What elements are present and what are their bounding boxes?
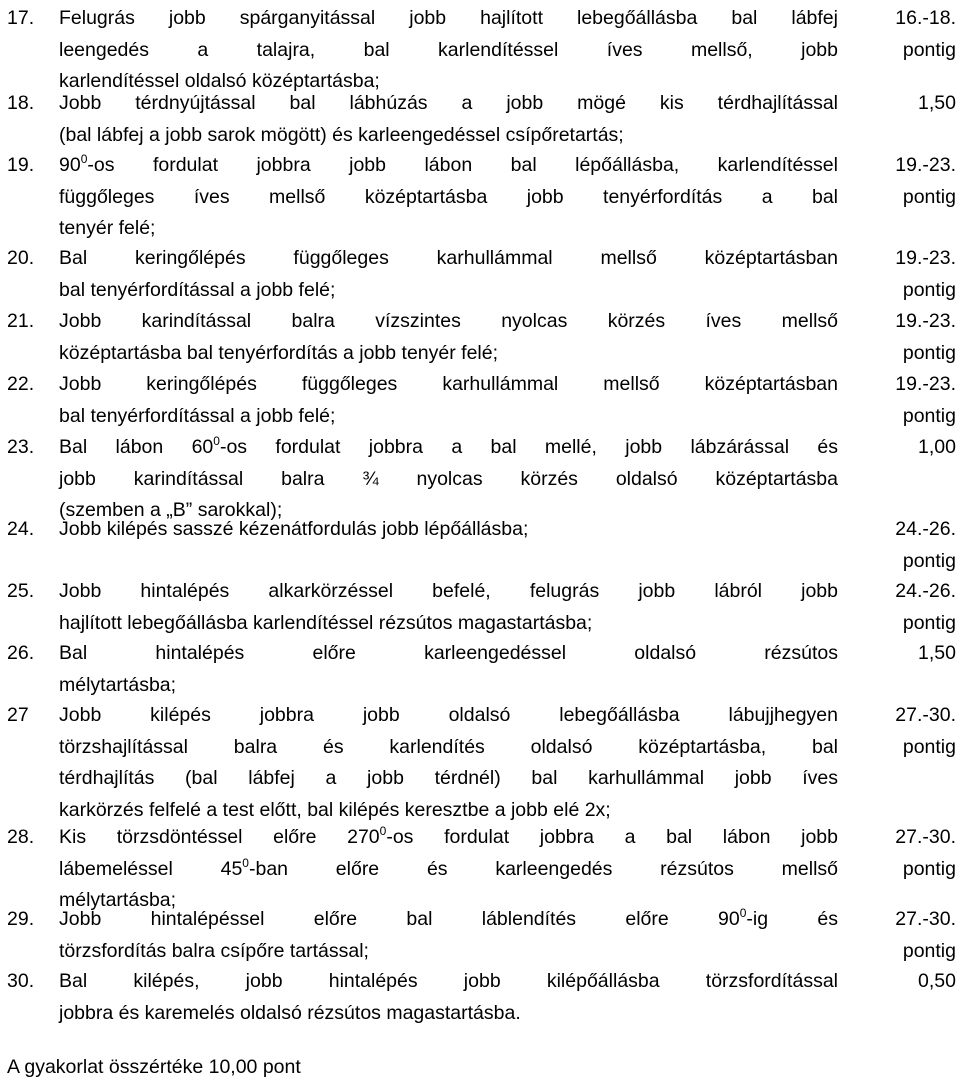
item-text-line: lábemeléssel $45^0$-ban előre és karleengedés rézsútos mellső [59,855,839,880]
points-value: pontig [902,185,956,208]
item-number: 27 [7,704,29,726]
item-description [59,432,838,527]
item-number: 17. [7,7,35,29]
item-points [858,822,956,885]
item-points [858,576,956,639]
item-description [59,822,838,917]
total-score-line: A gyakorlat összértéke 10,00 pont [7,1056,301,1078]
points-value: 16.-18. [895,7,956,29]
item-text-line: leengedés a talajra, bal karlendítéssel íves mellső, jobb [59,38,838,61]
item-text-line: középtartásba bal tenyérfordítás a jobb tenyér felé; [59,341,499,364]
item-points [858,966,956,998]
points-value: 24.-26. [895,580,956,602]
item-description [59,3,838,98]
item-number: 18. [7,92,35,114]
item-points [858,432,956,464]
points-value: pontig [902,278,956,301]
item-text-line: függőleges íves mellső középtartásba jobb tenyérfordítás a bal [59,185,838,208]
item-text-line: törzshajlítással balra és karlendítés oldalsó középtartásba, bal [59,735,838,758]
item-description [59,576,838,639]
item-text-line: jobbra és karemelés oldalsó rézsútos magastartásba. [59,1001,521,1024]
points-value: pontig [902,38,956,61]
points-value: 19.-23. [895,310,956,332]
item-text-line: Kis törzsdöntéssel előre $270^0-os$ fordulat jobbra a bal lábon jobb [59,824,838,848]
item-points [858,700,956,763]
item-text-line: $90^0-os$ fordulat jobbra jobb lábon bal lépőállásba, karlendítéssel [59,152,838,176]
points-value: 0,50 [918,970,956,992]
item-description [59,904,838,967]
item-number: 26. [7,642,35,664]
item-text-line: Bal lábon $60^0-os$ fordulat jobbra a bal mellé, jobb lábzárással és [59,434,839,458]
points-value: pontig [902,857,956,880]
item-points [858,514,956,577]
item-number: 29. [7,908,35,930]
item-description [59,88,838,151]
item-text-line: Felugrás jobb spárganyitással jobb hajlított lebegőállásba bal lábfej [59,7,838,29]
item-number: 30. [7,970,35,992]
item-text-line: Bal kilépés, jobb hintalépés jobb kilépőállásba törzsfordítással [59,970,838,992]
item-points [858,3,956,66]
points-value: 1,00 [918,436,956,458]
item-text-line: mélytartásba; [59,673,177,696]
item-text-line: hajlított lebegőállásba karlendítéssel rézsútos magastartásba; [59,611,593,634]
item-text-line: Jobb keringőlépés függőleges karhullámmal mellső középtartásban [59,373,838,395]
item-description [59,150,838,245]
item-text-line: Bal hintalépés előre karleengedéssel oldalsó rézsútos [59,642,838,664]
item-text-line: Jobb hintalépés alkarkörzéssel befelé, felugrás jobb lábról jobb [59,580,838,602]
item-points [858,904,956,967]
item-points [858,243,956,306]
item-text-line: (szemben a „B” sarokkal); [59,499,283,521]
item-points [858,88,956,120]
points-value: 19.-23. [895,247,956,269]
item-text-line: bal tenyérfordítással a jobb felé; [59,278,336,301]
item-description [59,700,838,826]
item-number: 22. [7,373,35,395]
item-text-line: Jobb térdnyújtással bal lábhúzás a jobb mögé kis térdhajlítással [59,92,838,114]
item-text-line: Bal keringőlépés függőleges karhullámmal mellső középtartásban [59,247,838,269]
item-points [858,369,956,432]
item-text-line: karlendítéssel oldalsó középtartásba; [59,70,380,92]
item-description [59,243,838,306]
points-value: 19.-23. [895,373,956,395]
item-text-line: térdhajlítás (bal lábfej a jobb térdnél) bal karhullámmal jobb íves [59,767,838,789]
item-number: 23. [7,436,35,458]
item-number: 20. [7,247,35,269]
item-points [858,638,956,670]
item-text-line: karkörzés felfelé a test előtt, bal kilépés keresztbe a jobb elé 2x; [59,798,611,821]
points-value: 24.-26. [895,518,956,540]
points-value: 19.-23. [895,154,956,176]
item-number: 21. [7,310,35,332]
item-text-line: jobb karindítással balra ¾ nyolcas körzés oldalsó középtartásba [59,467,838,490]
points-value: pontig [902,549,956,572]
points-value: 27.-30. [895,704,956,726]
points-value: pontig [902,939,956,962]
item-number: 25. [7,580,35,602]
points-value: 27.-30. [895,826,956,848]
item-description [59,638,838,701]
item-text-line: (bal lábfej a jobb sarok mögött) és karleengedéssel csípőretartás; [59,123,624,146]
points-value: pontig [902,404,956,427]
item-text-line: Jobb hintalépéssel előre bal láblendítés előre $90^0-ig$ és [59,906,838,930]
item-text-line: Jobb karindítással balra vízszintes nyolcas körzés íves mellső [59,310,838,332]
item-number: 28. [7,826,35,848]
points-value: pontig [902,341,956,364]
item-number: 24. [7,518,35,540]
points-value: pontig [902,611,956,634]
item-text-line: Jobb kilépés sasszé kézenátfordulás jobb lépőállásba; [59,518,529,540]
item-description [59,966,838,1029]
item-text-line: mélytartásba; [59,889,177,911]
item-text-line: tenyér felé; [59,217,156,239]
points-value: 1,50 [918,642,956,664]
item-text-line: Jobb kilépés jobbra jobb oldalsó lebegőállásba lábujjhegyen [59,704,838,726]
item-text-line: bal tenyérfordítással a jobb felé; [59,404,336,427]
item-points [858,306,956,369]
item-description [59,514,838,546]
item-description [59,369,838,432]
points-value: pontig [902,735,956,758]
item-points [858,150,956,213]
item-text-line: törzsfordítás balra csípőre tartással; [59,939,369,962]
item-number: 19. [7,154,35,176]
points-value: 1,50 [918,92,956,114]
points-value: 27.-30. [895,908,956,930]
item-description [59,306,838,369]
